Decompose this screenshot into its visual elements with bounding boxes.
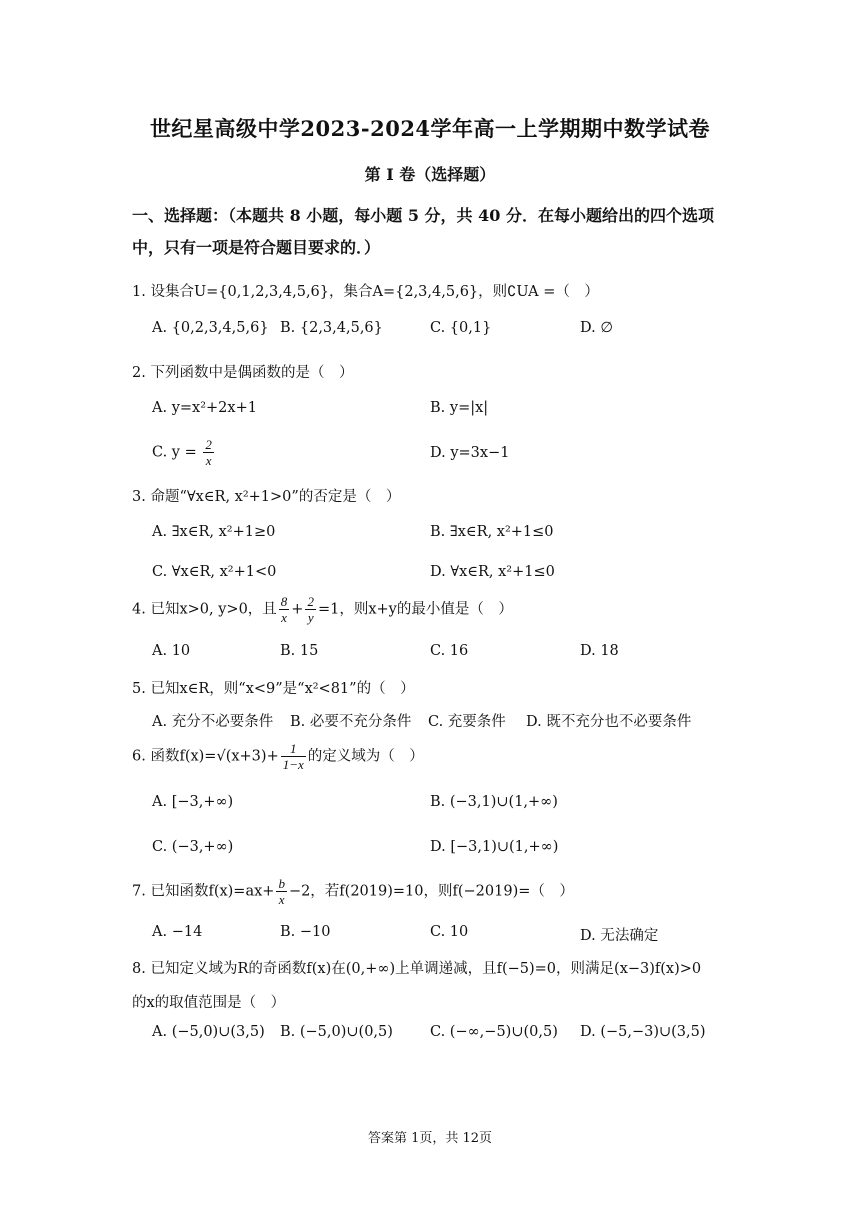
fraction: $\frac{2}{y}$ — [307, 594, 314, 625]
option-b: B. −10 — [280, 924, 331, 940]
fraction: $\frac{2}{x}$ — [205, 437, 212, 468]
option-c: C. {0,1} — [430, 320, 492, 336]
question-number: 3. — [132, 489, 146, 505]
option-a: A. y=x²+2x+1 — [152, 400, 257, 416]
option-d: D. 18 — [580, 643, 619, 659]
section-heading: 一、选择题：（本题共 8 小题，每小题 5 分，共 40 分．在每小题给出的四个选项中，只有一项是符合题目要求的．） — [132, 206, 714, 257]
option-c: C. 充要条件 — [428, 714, 506, 730]
question-number: 1. — [132, 284, 146, 300]
option-b: B. 15 — [280, 643, 319, 659]
question-number: 4. — [132, 601, 146, 618]
question-stem: 已知定义域为R的奇函数f(x)在(0,+∞)上单调递减，且f(−5)=0，则满足(x−3)f(x)>0 — [150, 961, 702, 977]
option-b: B. 必要不充分条件 — [290, 714, 412, 730]
question-1 — [132, 280, 599, 301]
question-number: 8. — [132, 961, 146, 977]
question-stem: 命题“∀x∈R, x²+1>0”的否定是（ ） — [150, 489, 401, 505]
question-stem: 设集合U={0,1,2,3,4,5,6}，集合A={2,3,4,5,6}，则∁UA =（ ） — [150, 284, 599, 300]
option-d: D. ∀x∈R, x²+1≤0 — [430, 564, 555, 580]
fraction: $\frac{b}{x}$ — [278, 876, 285, 907]
option-c: C. 16 — [430, 643, 469, 659]
option-b: B. (−5,0)∪(0,5) — [280, 1024, 393, 1040]
option-d: D. 无法确定 — [580, 928, 659, 944]
question-6: 6. 函数f(x)=√(x+3)+ $\frac{1}{1-x}$ 的定义域为（ ） — [132, 741, 424, 772]
option-c: C. 10 — [430, 924, 469, 940]
question-7: 7. 已知函数f(x)=ax+ $\frac{b}{x}$ −2，若f(2019)=10，则f(−2019)=（ ） — [132, 876, 574, 907]
option-a: A. −14 — [152, 924, 203, 940]
page-footer: 答案第 1页，共 12页 — [367, 1131, 493, 1146]
question-8 — [132, 957, 701, 978]
option-a: A. {0,2,3,4,5,6} — [152, 320, 269, 336]
question-8-continued: 的x的取值范围是（ ） — [132, 995, 286, 1011]
option-a: A. [−3,+∞) — [152, 794, 234, 810]
question-number: 7. — [132, 883, 146, 900]
option-a: A. ∃x∈R, x²+1≥0 — [152, 524, 276, 540]
question-stem: 下列函数中是偶函数的是（ ） — [150, 365, 354, 381]
question-2 — [132, 361, 353, 382]
option-c: C. y = $\frac{2}{x}$ — [152, 437, 212, 468]
question-5 — [132, 677, 415, 698]
exam-title: 世纪星高级中学2023-2024学年高一上学期期中数学试卷 — [149, 116, 711, 141]
option-c: C. ∀x∈R, x²+1<0 — [152, 564, 277, 580]
volume-subtitle: 第 I 卷（选择题） — [364, 165, 496, 184]
question-stem: 已知x∈R，则“x<9”是“x²<81”的（ ） — [150, 681, 415, 697]
option-d: D. 既不充分也不必要条件 — [526, 714, 692, 730]
option-b: B. ∃x∈R, x²+1≤0 — [430, 524, 554, 540]
option-b: B. (−3,1)∪(1,+∞) — [430, 794, 558, 810]
option-d: D. [−3,1)∪(1,+∞) — [430, 839, 559, 855]
question-number: 2. — [132, 365, 146, 381]
option-b: B. y=|x| — [430, 400, 489, 416]
option-c: C. (−∞,−5)∪(0,5) — [430, 1024, 558, 1040]
option-d: D. y=3x−1 — [430, 445, 510, 461]
question-3 — [132, 485, 400, 506]
option-c: C. (−3,+∞) — [152, 839, 234, 855]
fraction: $\frac{1}{1-x}$ — [282, 741, 304, 772]
question-4: 4. 已知x>0, y>0，且 $\frac{8}{x}$ + $\frac{2}{y}$ =1，则x+y的最小值是（ ） — [132, 594, 513, 625]
option-a: A. 10 — [152, 643, 191, 659]
question-number: 5. — [132, 681, 146, 697]
option-b: B. {2,3,4,5,6} — [280, 320, 383, 336]
option-a: A. 充分不必要条件 — [152, 714, 274, 730]
option-a: A. (−5,0)∪(3,5) — [152, 1024, 265, 1040]
option-d: D. (−5,−3)∪(3,5) — [580, 1024, 706, 1040]
fraction: $\frac{8}{x}$ — [280, 594, 288, 625]
question-number: 6. — [132, 748, 146, 765]
option-d: D. ∅ — [580, 320, 613, 336]
